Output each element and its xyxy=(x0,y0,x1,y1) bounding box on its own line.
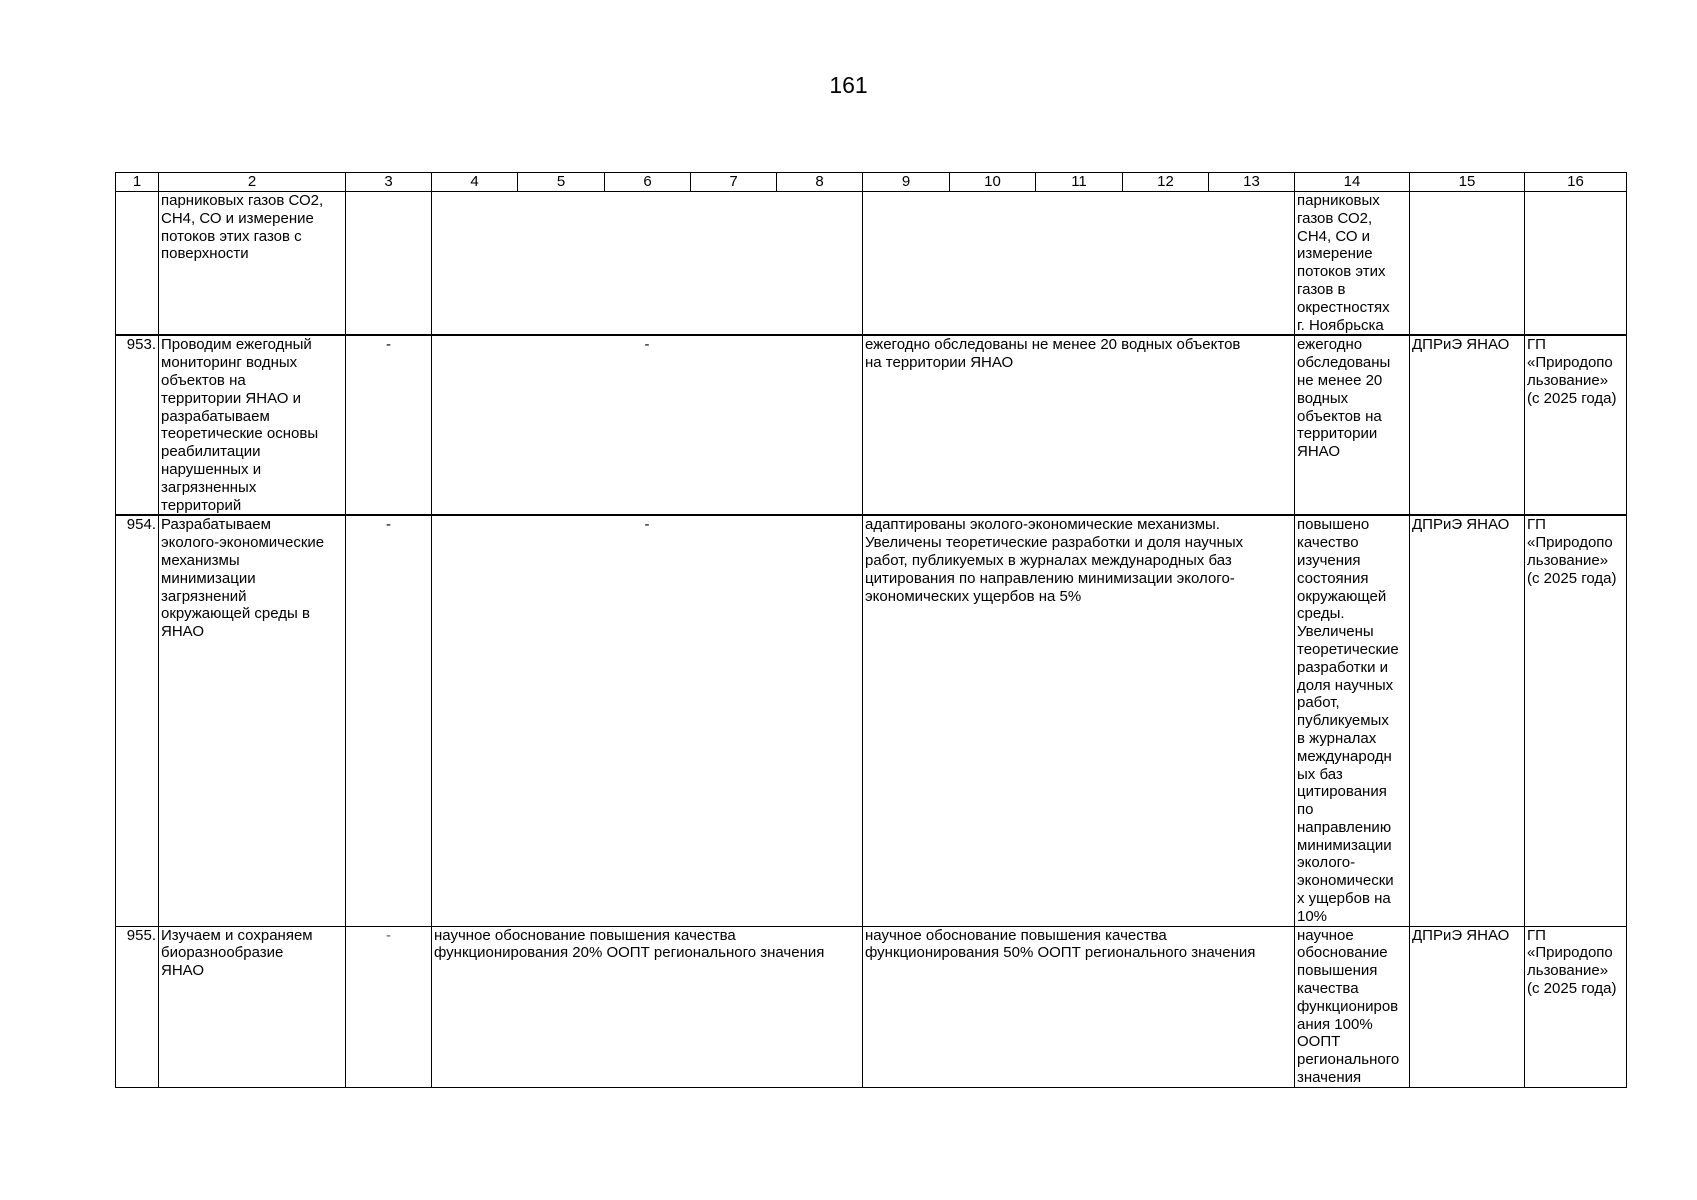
cell-col3: - xyxy=(346,335,432,515)
page-number: 161 xyxy=(829,72,868,98)
text-line: разработки и xyxy=(1297,658,1389,676)
cell-col1 xyxy=(116,192,159,336)
cell-col16 xyxy=(1525,192,1627,336)
column-number-3: 3 xyxy=(346,173,432,192)
task-text xyxy=(161,336,345,514)
text-line: загрязненных xyxy=(161,478,257,496)
text-line: теоретические основы xyxy=(161,425,319,443)
text-line: работ, публикуемых в журналах международных баз xyxy=(865,551,1232,569)
text-line: Проводим ежегодный xyxy=(161,336,312,354)
task-text xyxy=(161,192,345,263)
text-line: парниковых газов СО2, xyxy=(161,192,324,209)
text-line: Увеличены теоретические разработки и доля научных xyxy=(865,534,1244,552)
text-line: в журналах xyxy=(1297,729,1377,747)
text-line: биоразнообразие xyxy=(161,944,284,962)
text-line: по xyxy=(1297,801,1314,819)
text-line: газов в xyxy=(1297,280,1346,298)
text-line: льзование» xyxy=(1527,962,1609,980)
text-line: ГП xyxy=(1527,926,1546,944)
col14-text xyxy=(1297,927,1409,1087)
text-line: научное xyxy=(1297,926,1354,944)
text-line: объектов на xyxy=(161,371,246,389)
text-line: территории xyxy=(1297,425,1378,443)
text-line: г. Ноябрьска xyxy=(1297,316,1384,334)
cell-col9-13 xyxy=(863,335,1295,515)
cell-col15 xyxy=(1410,192,1525,336)
text-line: водных xyxy=(1297,389,1349,407)
text-line: потоков этих газов с xyxy=(161,227,302,245)
cell-executor: ДПРиЭ ЯНАО xyxy=(1410,515,1525,926)
text-line: ООПТ xyxy=(1297,1033,1341,1051)
text-line: среды. xyxy=(1297,605,1345,623)
cell-task xyxy=(159,335,346,515)
text-line: эколого-экономические xyxy=(161,534,325,552)
text-line: изучения xyxy=(1297,551,1361,569)
column-number-2: 2 xyxy=(159,173,346,192)
text-line: функциониров xyxy=(1297,997,1399,1015)
column-number-11: 11 xyxy=(1036,173,1123,192)
column-number-7: 7 xyxy=(691,173,777,192)
text-line: экономически xyxy=(1297,872,1394,890)
text-line: экономических ущербов на 5% xyxy=(865,587,1082,605)
text-line: эколого- xyxy=(1297,854,1356,872)
text-line: ежегодно обследованы не менее 20 водных объектов xyxy=(865,336,1241,354)
table-row-953 xyxy=(116,335,1627,515)
column-number-4: 4 xyxy=(432,173,518,192)
text-line: (с 2025 года) xyxy=(1527,980,1617,998)
cell-col4-8 xyxy=(432,926,863,1087)
text-line: окружающей среды в xyxy=(161,605,310,623)
text-line: территории ЯНАО и xyxy=(161,389,301,407)
text-line: значения xyxy=(1297,1069,1362,1087)
text-line: поверхности xyxy=(161,245,249,263)
text-line: работ, xyxy=(1297,694,1340,712)
cell-executor: ДПРиЭ ЯНАО xyxy=(1410,926,1525,1087)
column-number-row xyxy=(116,173,1627,192)
text-line: ания 100% xyxy=(1297,1015,1373,1033)
text-line: потоков этих xyxy=(1297,263,1386,281)
cell-col4-8 xyxy=(432,192,863,336)
cell-col9-13 xyxy=(863,515,1295,926)
text-line: повышения xyxy=(1297,962,1378,980)
text-line: Разрабатываем xyxy=(161,516,271,534)
cell-program xyxy=(1525,926,1627,1087)
task-text xyxy=(161,516,345,641)
text-line: минимизации xyxy=(161,569,256,587)
text-line: Изучаем и сохраняем xyxy=(161,926,313,944)
text-line: «Природопо xyxy=(1527,944,1613,962)
column-number-13: 13 xyxy=(1209,173,1295,192)
table-row-954 xyxy=(116,515,1627,926)
text-line: (с 2025 года) xyxy=(1527,569,1617,587)
cell-col3: - xyxy=(346,515,432,926)
text-line: повышено xyxy=(1297,516,1370,534)
col9-13-text xyxy=(865,516,1294,605)
column-number-12: 12 xyxy=(1123,173,1209,192)
text-line: не менее 20 xyxy=(1297,371,1383,389)
text-line: СН4, СО и xyxy=(1297,227,1371,245)
text-line: механизмы xyxy=(161,551,240,569)
text-line: ых баз xyxy=(1297,765,1343,783)
cell-col3: - xyxy=(346,926,432,1087)
text-line: минимизации xyxy=(1297,836,1392,854)
text-line: теоретические xyxy=(1297,640,1399,658)
text-line: доля научных xyxy=(1297,676,1394,694)
text-line: направлению xyxy=(1297,818,1392,836)
cell-task xyxy=(159,192,346,336)
column-number-9: 9 xyxy=(863,173,950,192)
text-line: газов СО2, xyxy=(1297,209,1373,227)
text-line: Увеличены xyxy=(1297,623,1374,641)
text-line: льзование» xyxy=(1527,551,1609,569)
text-line: адаптированы эколого-экономические механизмы. xyxy=(865,516,1220,534)
text-line: ЯНАО xyxy=(161,623,205,641)
column-number-5: 5 xyxy=(518,173,605,192)
col9-13-text xyxy=(865,336,1294,372)
text-line: парниковых xyxy=(1297,192,1380,209)
cell-task xyxy=(159,515,346,926)
column-number-10: 10 xyxy=(950,173,1036,192)
text-line: на территории ЯНАО xyxy=(865,354,1014,372)
text-line: функционирования 20% ООПТ регионального значения xyxy=(434,944,825,962)
program-text xyxy=(1527,336,1626,407)
cell-col4-8: - xyxy=(432,335,863,515)
text-line: загрязнений xyxy=(161,587,247,605)
program-text xyxy=(1527,516,1626,587)
cell-program xyxy=(1525,335,1627,515)
col4-8-text xyxy=(434,927,862,963)
column-number-14: 14 xyxy=(1295,173,1410,192)
cell-task xyxy=(159,926,346,1087)
text-line: 10% xyxy=(1297,907,1328,925)
text-line: цитирования xyxy=(1297,783,1387,801)
text-line: состояния xyxy=(1297,569,1369,587)
cell-col3 xyxy=(346,192,432,336)
row-number: 955. xyxy=(116,926,159,1087)
cell-col9-13 xyxy=(863,926,1295,1087)
text-line: окружающей xyxy=(1297,587,1387,605)
text-line: ГП xyxy=(1527,516,1546,534)
table-row-955 xyxy=(116,926,1627,1087)
text-line: публикуемых xyxy=(1297,712,1389,730)
text-line: обоснование xyxy=(1297,944,1388,962)
text-line: качества xyxy=(1297,980,1359,998)
col14-text xyxy=(1297,192,1409,334)
text-line: обследованы xyxy=(1297,354,1391,372)
row-number: 954. xyxy=(116,515,159,926)
text-line: функционирования 50% ООПТ регионального значения xyxy=(865,944,1256,962)
cell-col9-13 xyxy=(863,192,1295,336)
cell-col14 xyxy=(1295,515,1410,926)
text-line: ГП xyxy=(1527,336,1546,354)
cell-col14 xyxy=(1295,335,1410,515)
text-line: международн xyxy=(1297,747,1392,765)
column-number-8: 8 xyxy=(777,173,863,192)
text-line: качество xyxy=(1297,534,1359,552)
text-line: ЯНАО xyxy=(161,962,205,980)
text-line: измерение xyxy=(1297,245,1373,263)
table-row-continued xyxy=(116,192,1627,336)
cell-col14 xyxy=(1295,926,1410,1087)
column-number-16: 16 xyxy=(1525,173,1627,192)
cell-executor: ДПРиЭ ЯНАО xyxy=(1410,335,1525,515)
measures-table xyxy=(115,172,1627,1088)
column-number-6: 6 xyxy=(605,173,691,192)
text-line: территорий xyxy=(161,496,242,514)
text-line: «Природопо xyxy=(1527,354,1613,372)
text-line: научное обоснование повышения качества xyxy=(434,926,736,944)
text-line: объектов на xyxy=(1297,407,1382,425)
column-number-1: 1 xyxy=(116,173,159,192)
col14-text xyxy=(1297,516,1409,925)
cell-program xyxy=(1525,515,1627,926)
text-line: СН4, СО и измерение xyxy=(161,209,314,227)
text-line: регионального xyxy=(1297,1051,1400,1069)
text-line: (с 2025 года) xyxy=(1527,389,1617,407)
column-number-15: 15 xyxy=(1410,173,1525,192)
program-text xyxy=(1527,927,1626,998)
text-line: нарушенных и xyxy=(161,460,262,478)
text-line: ЯНАО xyxy=(1297,443,1341,461)
cell-col14 xyxy=(1295,192,1410,336)
text-line: «Природопо xyxy=(1527,534,1613,552)
text-line: х ущербов на xyxy=(1297,890,1391,908)
text-line: разрабатываем xyxy=(161,407,270,425)
col14-text xyxy=(1297,336,1409,461)
col9-13-text xyxy=(865,927,1294,963)
text-line: ежегодно xyxy=(1297,336,1363,354)
text-line: окрестностях xyxy=(1297,298,1390,316)
text-line: научное обоснование повышения качества xyxy=(865,926,1167,944)
text-line: льзование» xyxy=(1527,371,1609,389)
cell-col4-8: - xyxy=(432,515,863,926)
text-line: реабилитации xyxy=(161,443,261,461)
text-line: цитирования по направлению минимизации эколого- xyxy=(865,569,1235,587)
row-number: 953. xyxy=(116,335,159,515)
text-line: мониторинг водных xyxy=(161,354,298,372)
task-text xyxy=(161,927,345,980)
